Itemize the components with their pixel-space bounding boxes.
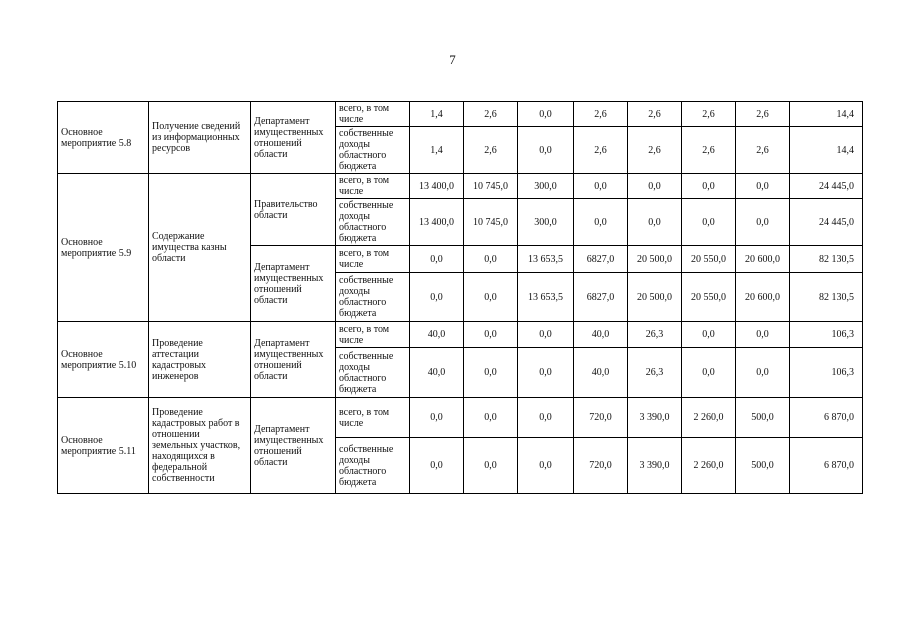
- year-value-cell: 0,0: [628, 199, 682, 246]
- event-number-cell: Основное мероприятие 5.11: [58, 398, 149, 494]
- year-value-cell: 0,0: [464, 398, 518, 438]
- funding-source-cell: собственные доходы областного бюджета: [336, 127, 410, 174]
- year-value-cell: 0,0: [682, 174, 736, 199]
- table-row: [58, 174, 863, 199]
- year-value-cell: 0,0: [464, 348, 518, 398]
- event-name-cell: Проведение аттестации кадастровых инженеров: [149, 322, 251, 398]
- year-value-cell: 20 600,0: [736, 246, 790, 273]
- year-value-cell: 0,0: [518, 348, 574, 398]
- year-value-cell: 0,0: [574, 199, 628, 246]
- event-number-cell: Основное мероприятие 5.10: [58, 322, 149, 398]
- year-value-cell: 2,6: [682, 127, 736, 174]
- year-value-cell: 300,0: [518, 199, 574, 246]
- funding-source-cell: всего, в том числе: [336, 102, 410, 127]
- year-value-cell: 2 260,0: [682, 438, 736, 494]
- year-value-cell: 0,0: [410, 438, 464, 494]
- year-value-cell: 2,6: [464, 127, 518, 174]
- event-number-cell: Основное мероприятие 5.8: [58, 102, 149, 174]
- year-value-cell: 40,0: [574, 348, 628, 398]
- year-value-cell: 20 600,0: [736, 273, 790, 322]
- year-value-cell: 2,6: [574, 102, 628, 127]
- year-value-cell: 0,0: [682, 348, 736, 398]
- year-value-cell: 26,3: [628, 348, 682, 398]
- year-value-cell: 0,0: [628, 174, 682, 199]
- total-value-cell: 82 130,5: [790, 273, 863, 322]
- year-value-cell: 0,0: [518, 102, 574, 127]
- total-value-cell: 14,4: [790, 127, 863, 174]
- year-value-cell: 500,0: [736, 398, 790, 438]
- funding-source-cell: всего, в том числе: [336, 174, 410, 199]
- year-value-cell: 0,0: [736, 322, 790, 348]
- total-value-cell: 106,3: [790, 348, 863, 398]
- year-value-cell: 0,0: [682, 322, 736, 348]
- year-value-cell: 0,0: [518, 398, 574, 438]
- year-value-cell: 0,0: [518, 127, 574, 174]
- year-value-cell: 0,0: [736, 199, 790, 246]
- funding-source-cell: всего, в том числе: [336, 398, 410, 438]
- funding-source-cell: всего, в том числе: [336, 322, 410, 348]
- executor-cell: Департамент имущественных отношений области: [251, 246, 336, 322]
- year-value-cell: 40,0: [410, 322, 464, 348]
- table-row: [58, 102, 863, 127]
- year-value-cell: 0,0: [464, 322, 518, 348]
- year-value-cell: 720,0: [574, 438, 628, 494]
- year-value-cell: 2,6: [628, 102, 682, 127]
- total-value-cell: 24 445,0: [790, 174, 863, 199]
- total-value-cell: 82 130,5: [790, 246, 863, 273]
- year-value-cell: 2,6: [628, 127, 682, 174]
- year-value-cell: 2,6: [736, 102, 790, 127]
- year-value-cell: 20 500,0: [628, 273, 682, 322]
- year-value-cell: 0,0: [410, 398, 464, 438]
- year-value-cell: 10 745,0: [464, 174, 518, 199]
- total-value-cell: 24 445,0: [790, 199, 863, 246]
- year-value-cell: 20 500,0: [628, 246, 682, 273]
- funding-source-cell: собственные доходы областного бюджета: [336, 438, 410, 494]
- event-number-cell: Основное мероприятие 5.9: [58, 174, 149, 322]
- year-value-cell: 26,3: [628, 322, 682, 348]
- event-name-cell: Получение сведений из информационных ресурсов: [149, 102, 251, 174]
- funding-source-cell: всего, в том числе: [336, 246, 410, 273]
- year-value-cell: 13 653,5: [518, 246, 574, 273]
- funding-source-cell: собственные доходы областного бюджета: [336, 199, 410, 246]
- table-row: [58, 398, 863, 438]
- year-value-cell: 13 400,0: [410, 174, 464, 199]
- executor-cell: Департамент имущественных отношений области: [251, 322, 336, 398]
- year-value-cell: 2 260,0: [682, 398, 736, 438]
- year-value-cell: 2,6: [682, 102, 736, 127]
- year-value-cell: 0,0: [410, 246, 464, 273]
- year-value-cell: 500,0: [736, 438, 790, 494]
- year-value-cell: 6827,0: [574, 246, 628, 273]
- year-value-cell: 0,0: [518, 322, 574, 348]
- year-value-cell: 0,0: [736, 348, 790, 398]
- year-value-cell: 0,0: [736, 174, 790, 199]
- year-value-cell: 0,0: [464, 273, 518, 322]
- year-value-cell: 0,0: [682, 199, 736, 246]
- table-row: [58, 322, 863, 348]
- year-value-cell: 0,0: [518, 438, 574, 494]
- year-value-cell: 3 390,0: [628, 438, 682, 494]
- executor-cell: Правительство области: [251, 174, 336, 246]
- year-value-cell: 20 550,0: [682, 246, 736, 273]
- year-value-cell: 3 390,0: [628, 398, 682, 438]
- executor-cell: Департамент имущественных отношений области: [251, 102, 336, 174]
- page-number: 7: [449, 52, 456, 67]
- year-value-cell: 300,0: [518, 174, 574, 199]
- year-value-cell: 2,6: [736, 127, 790, 174]
- total-value-cell: 6 870,0: [790, 438, 863, 494]
- year-value-cell: 0,0: [464, 438, 518, 494]
- year-value-cell: 13 400,0: [410, 199, 464, 246]
- year-value-cell: 2,6: [574, 127, 628, 174]
- year-value-cell: 40,0: [410, 348, 464, 398]
- year-value-cell: 2,6: [464, 102, 518, 127]
- executor-cell: Департамент имущественных отношений области: [251, 398, 336, 494]
- year-value-cell: 10 745,0: [464, 199, 518, 246]
- year-value-cell: 1,4: [410, 127, 464, 174]
- total-value-cell: 6 870,0: [790, 398, 863, 438]
- year-value-cell: 0,0: [410, 273, 464, 322]
- funding-source-cell: собственные доходы областного бюджета: [336, 273, 410, 322]
- year-value-cell: 13 653,5: [518, 273, 574, 322]
- funding-source-cell: собственные доходы областного бюджета: [336, 348, 410, 398]
- budget-table-body: [58, 102, 863, 494]
- total-value-cell: 106,3: [790, 322, 863, 348]
- budget-table: [57, 101, 863, 494]
- year-value-cell: 6827,0: [574, 273, 628, 322]
- year-value-cell: 720,0: [574, 398, 628, 438]
- year-value-cell: 1,4: [410, 102, 464, 127]
- total-value-cell: 14,4: [790, 102, 863, 127]
- year-value-cell: 40,0: [574, 322, 628, 348]
- event-name-cell: Содержание имущества казны области: [149, 174, 251, 322]
- event-name-cell: Проведение кадастровых работ в отношении земельных участков, находящихся в федеральной собственности: [149, 398, 251, 494]
- year-value-cell: 0,0: [574, 174, 628, 199]
- year-value-cell: 20 550,0: [682, 273, 736, 322]
- year-value-cell: 0,0: [464, 246, 518, 273]
